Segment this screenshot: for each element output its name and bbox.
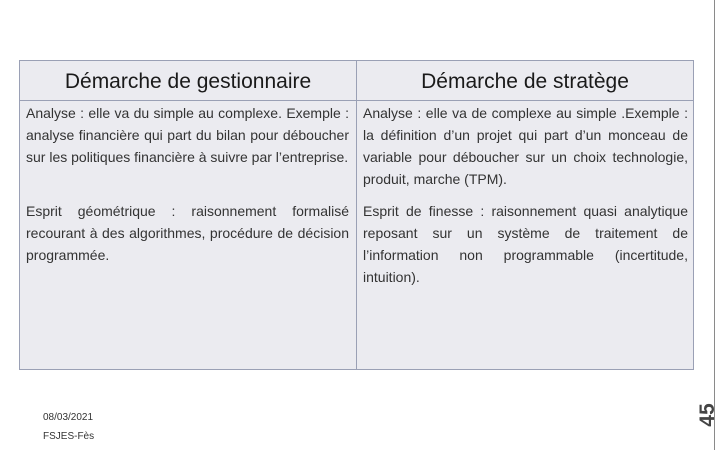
footer-date: 08/03/2021 [43,412,94,423]
page-number: 45 [696,403,719,427]
cell-esprit-stratege: Esprit de finesse : raisonnement quasi analytique reposant sur un système de traitement de l’information non programmable (incertitude, intuition). [363,203,688,285]
right-margin-rule [714,0,715,450]
cell-analyse-gestionnaire: Analyse : elle va du simple au complexe. Exemple : analyse financière qui part du bilan pour déboucher sur les politiques financière à suivre par l’entreprise. [26,105,349,165]
cell-analyse-stratege: Analyse : elle va de complexe au simple .Exemple : la définition d’un projet qui part d’un monceau de variable pour déboucher sur un choix technologie, produit, marche (TPM). [363,105,688,187]
footer-organization: FSJES-Fès [43,431,95,442]
column-divider [356,61,357,369]
header-gestionnaire: Démarche de gestionnaire [64,70,312,93]
comparison-table [19,60,694,370]
cell-esprit-gestionnaire: Esprit géométrique : raisonnement formalisé recourant à des algorithmes, procédure de décision programmée. [26,203,349,263]
header-stratege: Démarche de stratège [421,70,629,93]
